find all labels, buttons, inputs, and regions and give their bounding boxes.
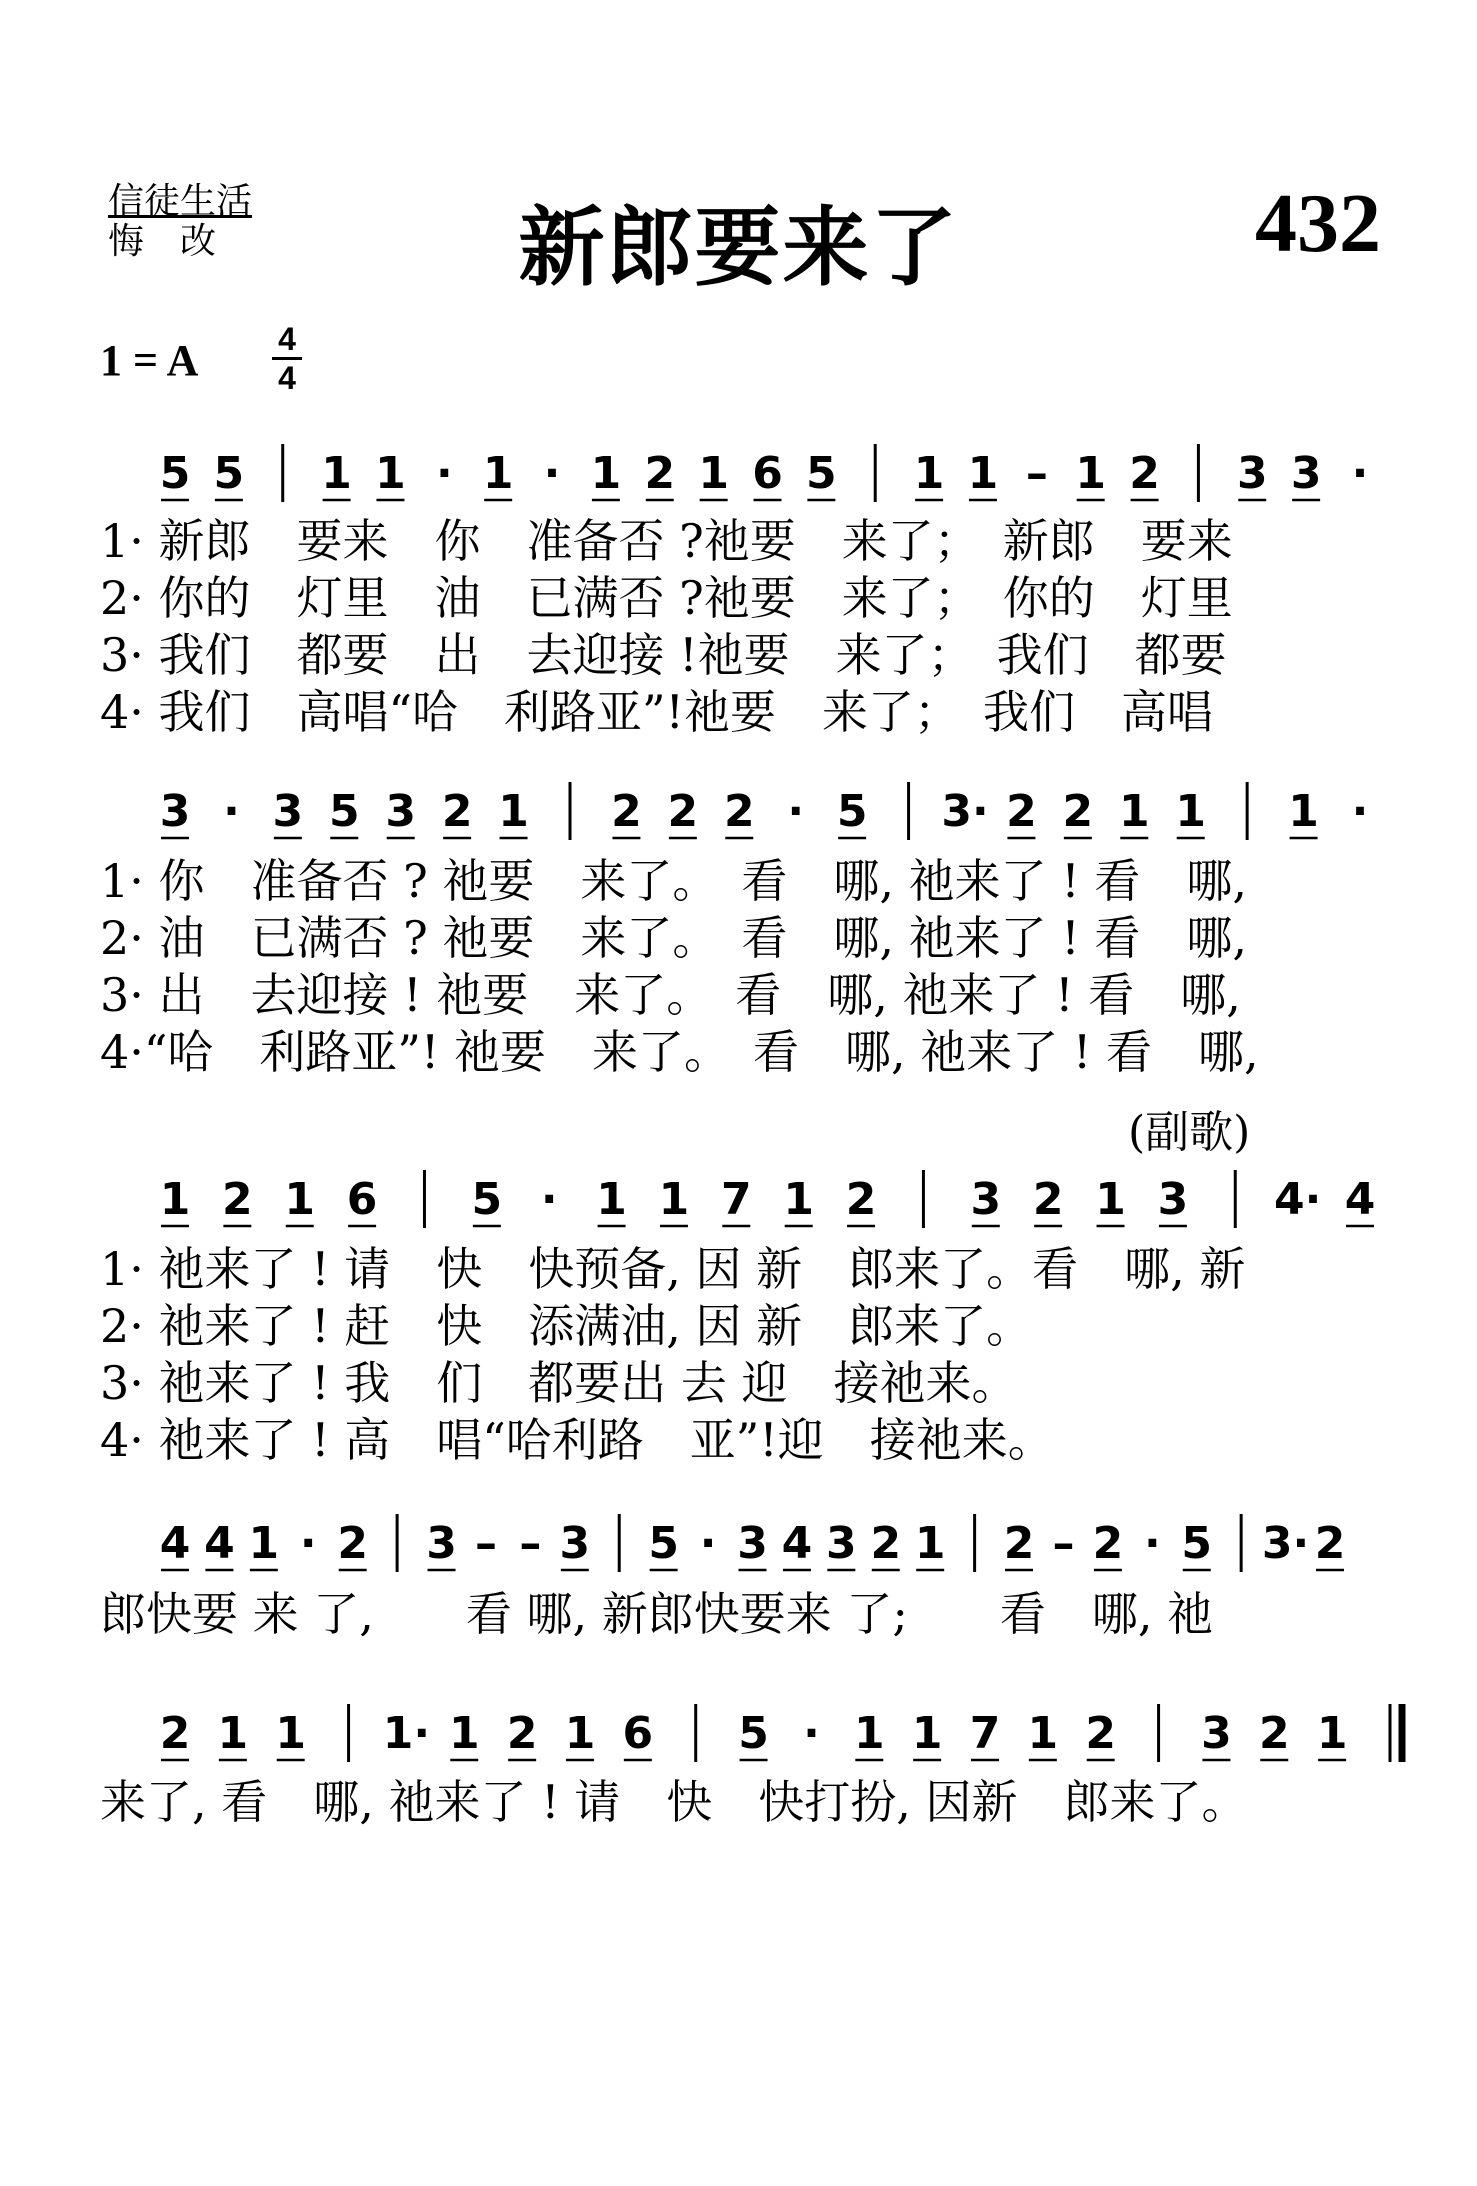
time-signature-bottom: 4	[278, 360, 296, 396]
hold-dash: –	[1052, 1518, 1075, 1569]
note: 2	[1006, 786, 1037, 837]
lyric-line: 1· 新郎 要来 你 准备否 ?祂要 来了； 新郎 要来	[100, 514, 1233, 568]
note: 3	[1201, 1708, 1232, 1759]
note: 1	[159, 1174, 191, 1225]
note: 1	[1175, 786, 1207, 837]
dot-mark: ·	[803, 1708, 820, 1759]
note: 1	[590, 448, 622, 499]
note: 1	[783, 1174, 814, 1225]
note: 5	[213, 448, 245, 499]
note: 1	[596, 1174, 627, 1225]
note: 1	[967, 448, 999, 499]
lyric-line: 1· 你 准备否 ? 祂要 来了。 看 哪, 祂来了 ! 看 哪,	[100, 854, 1248, 908]
note: 2	[1129, 448, 1160, 499]
hold-dash: –	[519, 1518, 542, 1569]
note: 1·	[382, 1708, 431, 1759]
note: 4	[159, 1518, 191, 1569]
key-signature: 1 = A	[100, 336, 199, 385]
note: 2	[337, 1518, 369, 1569]
lyric-line: 来了, 看 哪, 祂来了 ! 请 快 快打扮, 因新 郎来了。	[100, 1775, 1248, 1829]
note: 3	[272, 786, 304, 837]
dot-mark: ·	[1351, 448, 1369, 499]
note: 1	[217, 1708, 249, 1759]
note: 1	[1288, 786, 1319, 837]
note: 1	[658, 1174, 690, 1225]
note: 1	[248, 1518, 280, 1569]
lyric-line: 3· 我们 都要 出 去迎接 !祂要 来了； 我们 都要	[100, 628, 1227, 682]
note: 1	[498, 786, 529, 837]
note: 3	[426, 1518, 457, 1569]
note: 3	[159, 786, 191, 837]
lyric-line: 4· 我们 高唱“哈 利路亚”!祂要 来了； 我们 高唱	[100, 685, 1214, 739]
note: 3	[1157, 1174, 1189, 1225]
hymn-title: 新郎要来了	[518, 197, 959, 298]
note: 3·	[941, 786, 989, 837]
note: 2	[1314, 1518, 1346, 1569]
dot-mark: ·	[699, 1518, 717, 1569]
note: 4·	[1273, 1174, 1322, 1225]
credit-category: 信徒生活	[108, 181, 253, 222]
note: 6	[346, 1174, 378, 1225]
note: 1	[321, 448, 352, 499]
note: 1	[275, 1708, 307, 1759]
note: 2	[1062, 786, 1094, 837]
note: 6	[622, 1708, 654, 1759]
dot-mark: ·	[435, 448, 453, 499]
note: 2	[870, 1518, 902, 1569]
lyric-line: 3· 出 去迎接 ! 祂要 来了。 看 哪, 祂来了 ! 看 哪,	[100, 968, 1241, 1022]
note: 5	[471, 1174, 503, 1225]
lyric-line: 郎快要 来 了, 看 哪, 新郎快要来 了; 看 哪, 祂	[100, 1587, 1214, 1641]
note: 1	[911, 1708, 943, 1759]
note: 4	[781, 1518, 813, 1569]
note: 1	[564, 1708, 596, 1759]
note: 4	[204, 1518, 235, 1569]
note: 7	[721, 1174, 752, 1225]
note: 3	[826, 1518, 857, 1569]
note: 2	[845, 1174, 877, 1225]
note: 2	[611, 786, 642, 837]
note: 1	[375, 448, 406, 499]
note: 5	[1181, 1518, 1213, 1569]
dot-mark: ·	[1143, 1518, 1161, 1569]
hold-dash: –	[474, 1518, 497, 1569]
lyric-line: 4·“哈 利路亚”! 祂要 来了。 看 哪, 祂来了 ! 看 哪,	[100, 1025, 1259, 1079]
note: 5	[328, 786, 360, 837]
hymn-number: 432	[1255, 177, 1381, 270]
chorus-label: (副歌)	[1128, 1107, 1251, 1158]
lyric-line: 2· 你的 灯里 油 已满否 ?祂要 来了； 你的 灯里	[100, 571, 1233, 625]
note: 2	[667, 786, 699, 837]
note: 3·	[1261, 1518, 1310, 1569]
note: 2	[222, 1174, 253, 1225]
note: 3	[559, 1518, 591, 1569]
note: 2	[1258, 1708, 1290, 1759]
dot-mark: ·	[223, 786, 240, 837]
note: 1	[1316, 1708, 1348, 1759]
note: 4	[1344, 1174, 1376, 1225]
note: 2	[644, 448, 676, 499]
note: 5	[836, 786, 868, 837]
note: 3	[1236, 448, 1268, 499]
note: 3	[737, 1518, 768, 1569]
note: 1	[448, 1708, 480, 1759]
note: 3	[385, 786, 417, 837]
dot-mark: ·	[543, 448, 561, 499]
note: 2	[506, 1708, 538, 1759]
note: 3	[970, 1174, 1002, 1225]
note: 2	[159, 1708, 191, 1759]
lyric-line: 3· 祂来了 ! 我 们 都要出 去 迎 接祂来。	[100, 1356, 1018, 1410]
note: 5	[159, 448, 191, 499]
dot-mark: ·	[1351, 786, 1369, 837]
note: 1	[284, 1174, 316, 1225]
note: 2	[1003, 1518, 1035, 1569]
note: 1	[1075, 448, 1106, 499]
note: 2	[1032, 1174, 1064, 1225]
hold-dash: –	[1025, 448, 1048, 499]
note: 1	[914, 1518, 946, 1569]
dot-mark: ·	[299, 1518, 317, 1569]
lyric-line: 1· 祂来了 ! 请 快 快预备, 因 新 郎来了。看 哪, 新	[100, 1242, 1246, 1296]
note: 2	[441, 786, 473, 837]
note: 3	[1290, 448, 1322, 499]
note: 7	[969, 1708, 1001, 1759]
note: 1	[482, 448, 514, 499]
note: 2	[723, 786, 755, 837]
note: 1	[1095, 1174, 1126, 1225]
dot-mark: ·	[540, 1174, 558, 1225]
time-signature-top: 4	[278, 321, 296, 357]
note: 5	[648, 1518, 679, 1569]
note: 6	[752, 448, 783, 499]
note: 1	[853, 1708, 885, 1759]
lyric-line: 2· 祂来了 ! 赶 快 添满油, 因 新 郎来了。	[100, 1299, 1033, 1353]
note: 2	[1092, 1518, 1124, 1569]
credit-subcategory: 悔 改	[108, 221, 217, 262]
lyric-line: 4· 祂来了 ! 高 唱“哈利路 亚”!迎 接祂来。	[100, 1413, 1054, 1467]
note: 1	[913, 448, 945, 499]
note: 1	[698, 448, 729, 499]
note: 5	[738, 1708, 769, 1759]
note: 2	[1085, 1708, 1117, 1759]
note: 5	[806, 448, 837, 499]
note: 1	[1118, 786, 1150, 837]
dot-mark: ·	[787, 786, 805, 837]
lyric-line: 2· 油 已满否 ? 祂要 来了。 看 哪, 祂来了 ! 看 哪,	[100, 911, 1248, 965]
note: 1	[1027, 1708, 1059, 1759]
